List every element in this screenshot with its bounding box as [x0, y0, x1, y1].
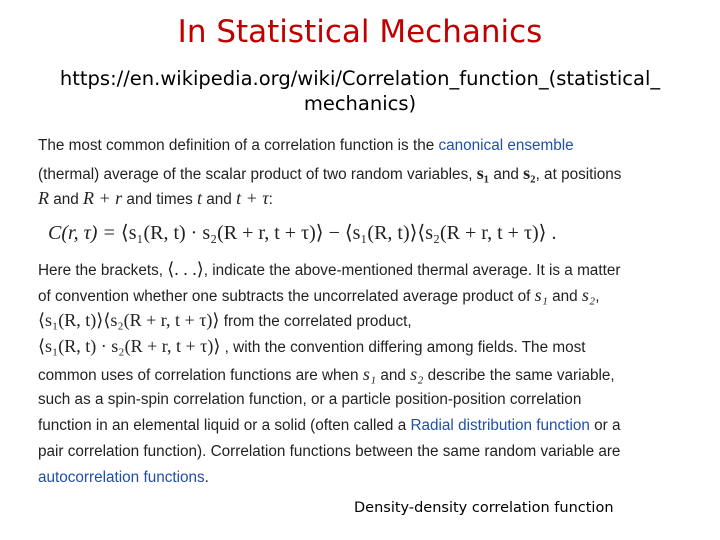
- slide-caption: Density-density correlation function: [354, 500, 614, 516]
- uncorrelated-term: ⟨s₁(R, t)⟩⟨s₂(R + r, t + τ)⟩: [344, 222, 547, 244]
- source-url-line-1[interactable]: https://en.wikipedia.org/wiki/Correlation_function_(statistical_: [59, 67, 661, 90]
- uncorrelated-product: ⟨s₁(R, t)⟩⟨s₂(R + r, t + τ)⟩: [38, 310, 220, 330]
- math-t: t: [197, 188, 203, 208]
- math-s2: s₂: [523, 163, 536, 183]
- text-line: pair correlation function). Correlation functions between the same random variable are: [38, 443, 621, 460]
- text-line: (thermal) average of the scalar product of two random variables, s₁ and s₂, at positions: [38, 163, 622, 183]
- text-line: autocorrelation functions.: [38, 469, 209, 486]
- text-line: function in an elemental liquid or a solid (often called a Radial distribution function or a: [38, 417, 621, 434]
- text-line: of convention whether one subtracts the uncorrelated average product of s₁ and s₂,: [38, 285, 600, 305]
- math-s1: s₁: [476, 163, 490, 183]
- slide-title: In Statistical Mechanics: [177, 14, 543, 50]
- text-line: Here the brackets, ⟨. . .⟩, indicate the above-mentioned thermal average. It is a matter: [38, 259, 621, 279]
- math-R: R: [38, 188, 49, 208]
- text-line: ⟨s₁(R, t)⟩⟨s₂(R + r, t + τ)⟩ from the correlated product,: [38, 310, 412, 330]
- math-R-plus-r: R + r: [83, 188, 123, 208]
- autocorrelation-functions-link[interactable]: autocorrelation functions: [38, 469, 205, 486]
- correlation-equation: C(r, τ) = ⟨s₁(R, t) · s₂(R + r, t + τ)⟩ − ⟨s₁(R, t)⟩⟨s₂(R + r, t + τ)⟩ .: [48, 222, 557, 244]
- source-url[interactable]: [20, 66, 700, 116]
- radial-distribution-function-link[interactable]: Radial distribution function: [410, 417, 590, 434]
- math-t-plus-tau: t + τ: [236, 188, 269, 208]
- text-line: common uses of correlation functions are when s₁ and s₂ describe the same variable,: [38, 364, 615, 384]
- text-line: ⟨s₁(R, t) · s₂(R + r, t + τ)⟩ , with the convention differing among fields. The most: [38, 336, 586, 356]
- text-line: The most common definition of a correlation function is the canonical ensemble: [38, 137, 574, 154]
- math-brackets: ⟨. . .⟩: [167, 259, 204, 279]
- canonical-ensemble-link[interactable]: canonical ensemble: [438, 137, 574, 154]
- source-url-line-2[interactable]: mechanics): [303, 92, 417, 115]
- text-line: such as a spin-spin correlation function, or a particle position-position correlation: [38, 391, 582, 408]
- text-line: R and R + r and times t and t + τ:: [38, 188, 273, 208]
- correlated-term: ⟨s₁(R, t) · s₂(R + r, t + τ)⟩: [120, 222, 324, 244]
- correlated-product: ⟨s₁(R, t) · s₂(R + r, t + τ)⟩: [38, 336, 221, 356]
